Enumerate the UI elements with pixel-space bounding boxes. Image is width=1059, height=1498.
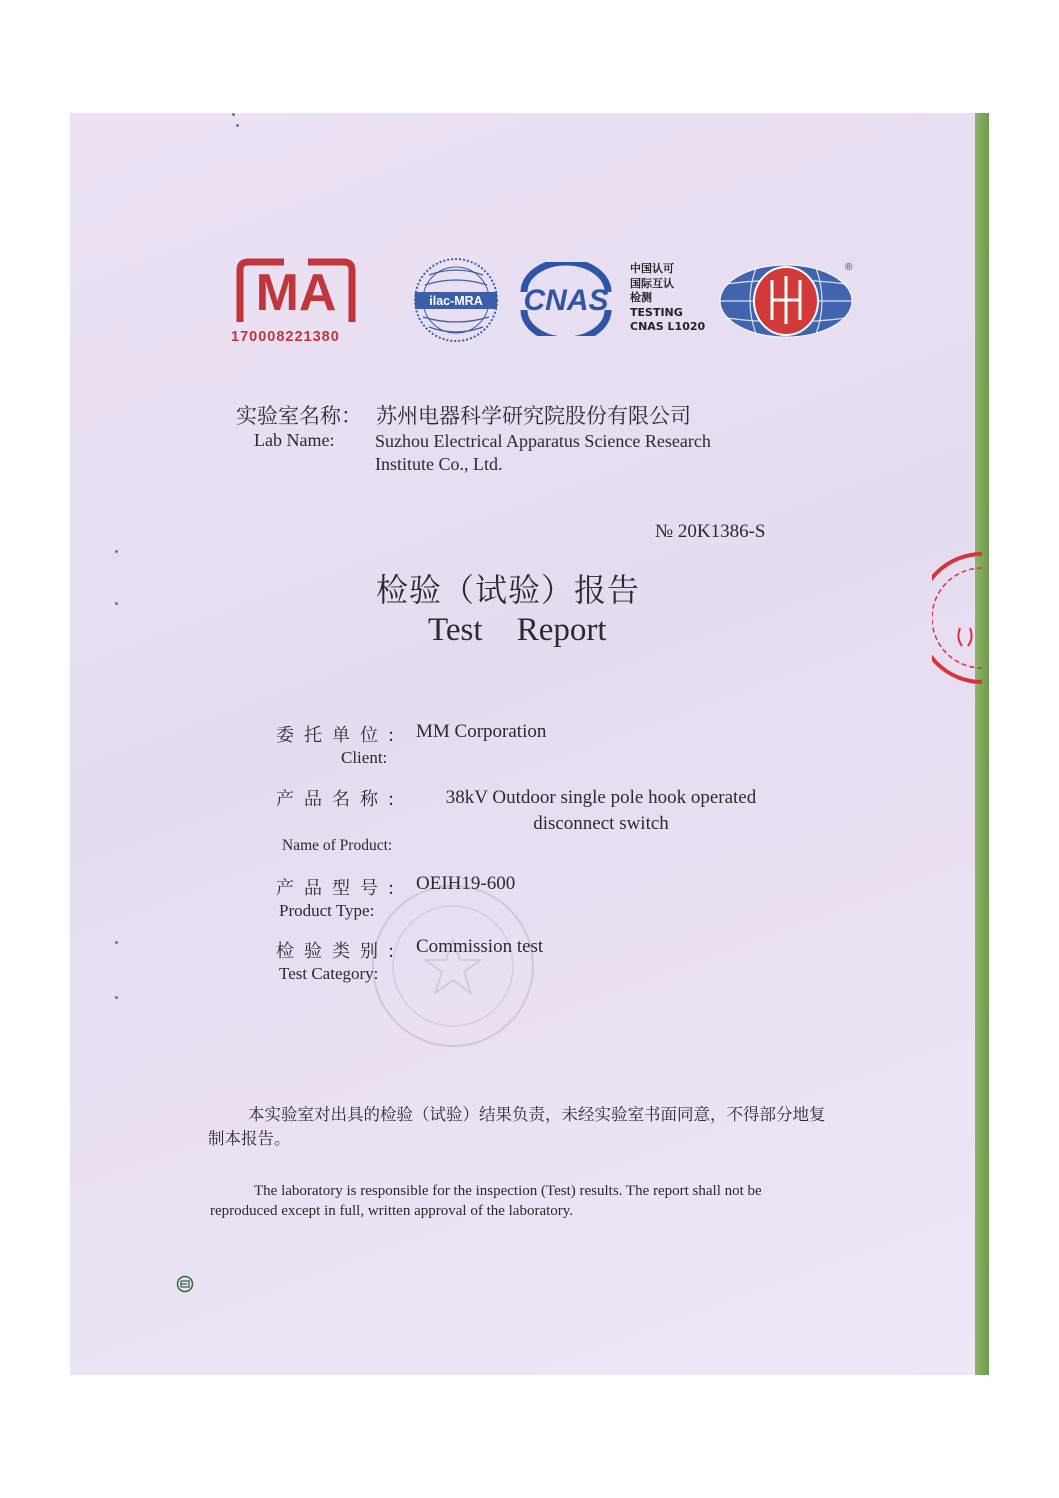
test-category-value: Commission test (416, 936, 544, 957)
product-type-label-zh: 产品型号: (276, 878, 405, 899)
lab-name-zh: 苏州电器科学研究院股份有限公司 (376, 404, 691, 428)
notice-en: The laboratory is responsible for the inspection (Test) results. The report shall not be reproduced except in full, written approval of the laboratory. (210, 1183, 762, 1219)
ilac-mra-logo (411, 255, 501, 345)
notice-zh: 本实验室对出具的检验（试验）结果负责，未经实验室书面同意，不得部分地复制本报告。 (208, 1105, 826, 1148)
product-name-label-zh: 产品名称: (276, 789, 405, 810)
lab-name-label-en: Lab Name: (254, 430, 335, 450)
test-category-label-zh: 检验类别: (276, 941, 405, 962)
lab-name-label-zh: 实验室名称： (236, 404, 362, 428)
margin-dot (115, 941, 118, 944)
product-type-value: OEIH19-600 (416, 873, 516, 894)
product-name-line: 38kV Outdoor single pole hook operated (445, 787, 757, 808)
edition-mark-icon (176, 1275, 194, 1293)
product-name-value (416, 785, 786, 837)
margin-dot (115, 602, 118, 605)
cnas-accreditation-text (630, 262, 705, 335)
cnas-line: 检测 (630, 291, 652, 304)
cnas-line: 国际互认 (630, 276, 674, 290)
product-name-line: disconnect switch (533, 813, 669, 834)
margin-dot (232, 113, 235, 116)
globe-logo (716, 262, 856, 340)
margin-dot (236, 124, 239, 127)
cma-logo-text: MA (255, 264, 337, 322)
client-label-en: Client: (341, 748, 388, 767)
cnas-line: CNAS L1020 (630, 320, 706, 333)
lab-name-en: Suzhou Electrical Apparatus Science Research Institute Co., Ltd. (375, 431, 711, 474)
product-name-label-en: Name of Product: (282, 837, 393, 854)
embossed-seal (368, 878, 538, 1053)
report-number: № 20K1386-S (655, 521, 766, 542)
client-label-zh: 委托单位: (276, 725, 405, 746)
margin-dot (115, 550, 118, 553)
folder-edge (975, 113, 989, 1375)
registered-mark: ® (845, 262, 853, 273)
ilac-logo-text: ilac-MRA (429, 294, 483, 308)
test-category-label-en: Test Category: (279, 964, 379, 983)
report-title-en: Test Report (428, 612, 607, 648)
product-type-label-en: Product Type: (279, 901, 375, 920)
cnas-logo-text: CNAS (523, 284, 609, 317)
client-value: MM Corporation (416, 721, 547, 742)
cnas-logo (514, 262, 618, 336)
margin-dot (115, 996, 118, 999)
red-seal (932, 548, 982, 688)
cma-number: 170008221380 (231, 329, 340, 345)
cnas-line: TESTING (630, 305, 683, 319)
cnas-line: 中国认可 (630, 262, 674, 275)
report-title-zh: 检验（试验）报告 (376, 571, 641, 609)
